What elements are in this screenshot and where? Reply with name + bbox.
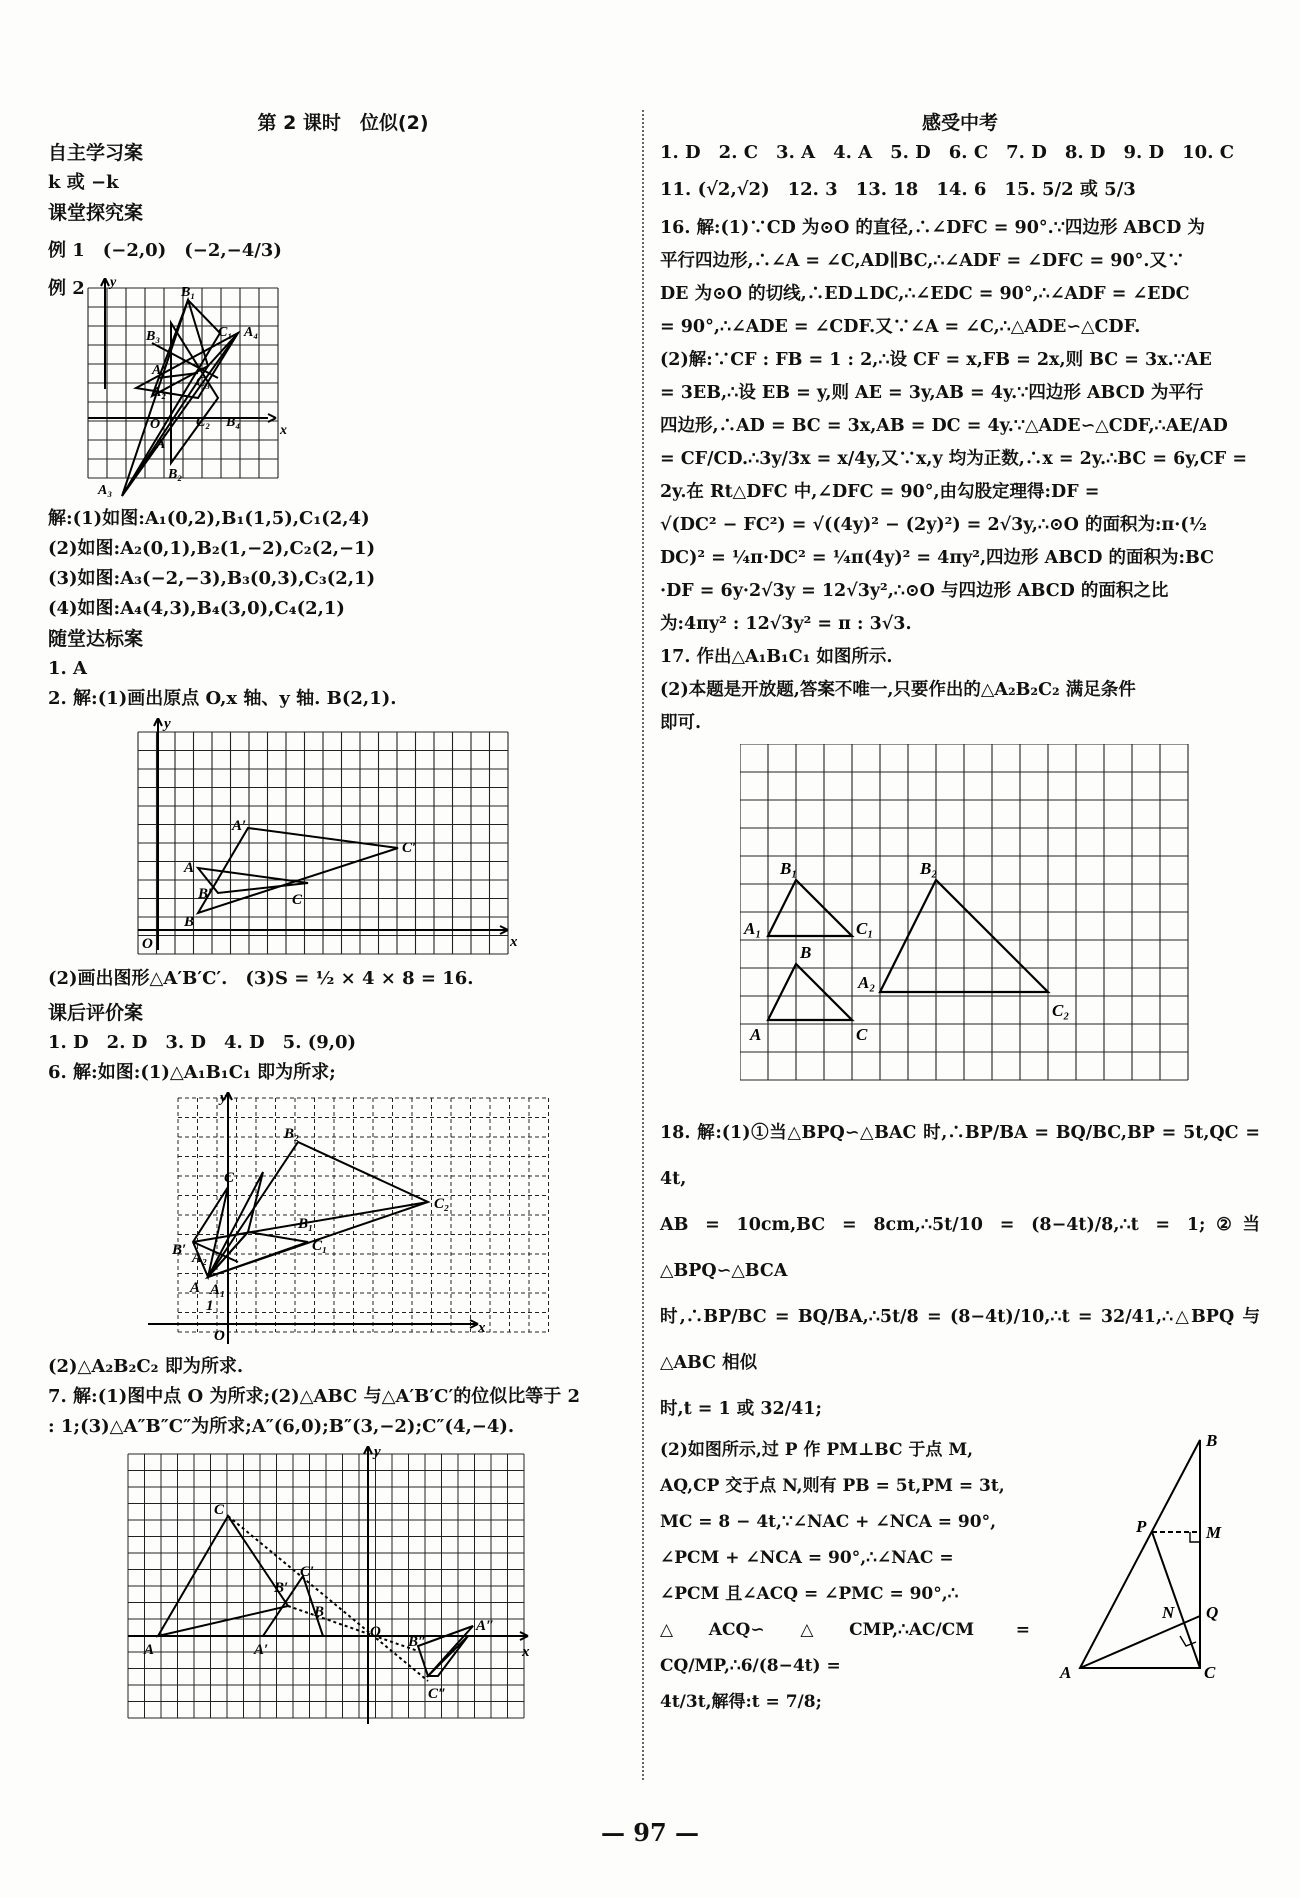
review-mc: 1. D 2. D 3. D 4. D 5. (9,0) xyxy=(48,1032,357,1053)
q18-label-b: B xyxy=(1206,1432,1218,1450)
ex2-label-a4: A₄ xyxy=(244,325,259,340)
q17-label-c2: C₂ xyxy=(1052,1001,1070,1020)
q18-label-p: P xyxy=(1136,1517,1147,1536)
ex2-label-b4: B₄ xyxy=(226,415,241,430)
q7-label-a-dprime: A″ xyxy=(476,1618,495,1634)
q18b-line: △ACQ∽△CMP,∴AC/CM = CQ/MP,∴6/(8−4t) = xyxy=(660,1620,1030,1676)
ex2-label-a: A xyxy=(156,437,166,452)
q18b-line: MC = 8 − 4t,∵∠NAC + ∠NCA = 90°, xyxy=(660,1512,996,1532)
practice-q2-end: (2)画出图形△A′B′C′. (3)S = ½ × 4 × 8 = 16. xyxy=(48,968,474,989)
q16-line: = CF/CD.∴3y/3x = x/4y,又∵x,y 均为正数,∴x = 2y.∴BC = 6y,CF = xyxy=(660,449,1247,469)
review-q6-end: (2)△A₂B₂C₂ 即为所求. xyxy=(48,1356,244,1377)
q7-label-a-prime: A′ xyxy=(254,1642,269,1658)
q18b-line: (2)如图所示,过 P 作 PM⊥BC 于点 M, xyxy=(660,1440,974,1460)
q17-solution xyxy=(660,641,1260,740)
q2-label-c-prime: C′ xyxy=(402,840,417,856)
q18-line: AB = 10cm,BC = 8cm,∴5t/10 = (8−4t)/8,∴t = 1;②当△BPQ∽△BCA xyxy=(660,1215,1260,1281)
q17-label-a1: A₁ xyxy=(744,919,762,938)
column-divider xyxy=(642,110,644,1780)
ex2-label-a1: A₁ xyxy=(152,363,167,378)
right-column xyxy=(660,108,1260,1712)
q6-label-b1: B₁ xyxy=(298,1216,314,1232)
example-2-figure xyxy=(48,278,638,500)
q2-label-o: O xyxy=(142,936,153,952)
q18-triangle-figure xyxy=(1050,1432,1250,1682)
q17-svg xyxy=(740,744,1190,1106)
q2-label-a-prime: A′ xyxy=(232,818,247,834)
practice-q2: 2. 解:(1)画出原点 O,x 轴、y 轴. B(2,1). xyxy=(48,688,397,709)
lesson-title: 第 2 课时 位似(2) xyxy=(257,112,429,134)
q6-label-a: A xyxy=(190,1280,201,1296)
q6-figure xyxy=(48,1092,638,1348)
self-study-answer: k 或 −k xyxy=(48,172,119,193)
q18-label-a: A xyxy=(1060,1663,1072,1682)
practice-q1: 1. A xyxy=(48,658,88,679)
q18b-line: ∠PCM + ∠NCA = 90°,∴∠NAC = xyxy=(660,1548,954,1568)
q6-label-b2: B₂ xyxy=(284,1126,300,1142)
q16-line: 平行四边形,∴∠A = ∠C,AD∥BC,∴∠ADF = ∠DFC = 90°.又∵ xyxy=(660,251,1185,271)
q7-label-b-prime: B′ xyxy=(274,1580,289,1596)
q17-figure xyxy=(740,744,1260,1106)
q18b-line: ∠PCM 且∠ACQ = ∠PMC = 90°,∴ xyxy=(660,1584,959,1604)
q18-line: 时,t = 1 或 32/41; xyxy=(660,1399,822,1419)
example-2-svg xyxy=(48,278,638,500)
q7-label-b: B xyxy=(314,1604,325,1620)
q18b-line: 4t/3t,解得:t = 7/8; xyxy=(660,1692,822,1712)
q18-label-c: C xyxy=(1204,1663,1216,1682)
q2-svg xyxy=(48,718,638,956)
ex2-label-b1: B₁ xyxy=(181,285,196,300)
q7-figure xyxy=(48,1446,638,1726)
q6-label-unit: 1 xyxy=(206,1298,214,1314)
q17-label-a: A xyxy=(750,1025,762,1044)
q2-label-a: A xyxy=(184,860,195,876)
ex2-label-a2: A₂ xyxy=(152,385,167,400)
q18-label-n: N xyxy=(1162,1603,1175,1622)
ex2-label-c1: C₁ xyxy=(218,325,233,340)
q16-line: (2)解:∵CF : FB = 1 : 2,∴设 CF = x,FB = 2x,则 BC = 3x.∵AE xyxy=(660,350,1212,370)
q2-label-y: y xyxy=(164,718,171,732)
q2-figure xyxy=(48,718,638,956)
review-q6: 6. 解:如图:(1)△A₁B₁C₁ 即为所求; xyxy=(48,1062,336,1083)
ex2-label-o: O xyxy=(150,417,161,432)
section-head-practice: 随堂达标案 xyxy=(48,628,144,650)
q6-label-a2: A₂ xyxy=(192,1250,208,1266)
section-head-self-study: 自主学习案 xyxy=(48,142,144,164)
q7-svg xyxy=(48,1446,638,1726)
ex2-label-c3: C₃ xyxy=(196,375,211,390)
ex2-label-x: x xyxy=(280,423,287,438)
q6-label-x: x xyxy=(478,1320,486,1336)
ex2-solution-3: (3)如图:A₃(−2,−3),B₃(0,3),C₃(2,1) xyxy=(48,568,376,589)
page-number: — 97 — xyxy=(600,1818,700,1847)
section-head-explore: 课堂探究案 xyxy=(48,202,144,224)
q7-label-c: C xyxy=(214,1502,225,1518)
q16-line: DC)² = ¼π·DC² = ¼π(4y)² = 4πy²,四边形 ABCD 的面积为:BC xyxy=(660,548,1215,568)
q18-part2-text xyxy=(660,1432,1030,1720)
q17-line: 即可. xyxy=(660,713,702,733)
q16-line: 四边形,∴AD = BC = 3x,AB = DC = 4y.∵△ADE∽△CDF,∴AE/AD xyxy=(660,416,1228,436)
q7-label-b-dprime: B″ xyxy=(408,1634,427,1650)
ex2-solution-2: (2)如图:A₂(0,1),B₂(1,−2),C₂(2,−1) xyxy=(48,538,376,559)
q6-label-c: C xyxy=(224,1170,235,1186)
q6-svg xyxy=(48,1092,638,1348)
q17-label-c: C xyxy=(856,1025,868,1044)
ex2-label-a3: A₃ xyxy=(98,483,113,498)
q16-solution xyxy=(660,212,1260,641)
q17-label-c1: C₁ xyxy=(856,919,874,938)
q18-label-m: M xyxy=(1206,1523,1222,1542)
q6-label-c1: C₁ xyxy=(312,1238,328,1254)
q16-line: 2y.在 Rt△DFC 中,∠DFC = 90°,由勾股定理得:DF = xyxy=(660,482,1100,502)
q18-part2 xyxy=(660,1432,1260,1712)
ex2-label-c2: C₂ xyxy=(196,415,211,430)
ex2-label-y: y xyxy=(110,278,117,290)
ex2-label-b2: B₂ xyxy=(168,467,183,482)
exam-section-title: 感受中考 xyxy=(921,112,998,134)
review-q7-line1: 7. 解:(1)图中点 O 为所求;(2)△ABC 与△A′B′C′的位似比等于 2 xyxy=(48,1386,581,1407)
left-column: 第 2 课时 位似(2) 自主学习案 k 或 −k 课堂探究案 例 1 (−2,0) (−2,−4/3) 例 2 y x O B₁ C₁ B₃ A₄ A₁ A₂ C₃ B₄ C₂ A B₂ A₃ 解:(1)如图:A₁(0,2),B₁(1,5),C₁(2,4) (2)如图:A₂(0,1),B₂(1,−2),C₂(2,−1) (3)如图:A₃(−2,−3),B₃(0,3),C₃(2,1) (4)如图:A₄(4,3),B₄(3,0),C₄(2,1) 随堂达标案 1. A 2. 解:(1)画出原点 O,x 轴、y 轴. B(2,1). y x O A′ C′ A B′ C B (2)画出图形△A′B′C′. (3)S = ½ × 4 × 8 = 16. 课后评价案 1. D 2. D 3. D 4. D 5. (9,0) 6. 解:如图:(1)△A₁B₁C₁ 即为所求; y x O B₂ C C₂ B₁ B′ A₂ C₁ A A₁ 1 (2)△A₂B₂C₂ 即为所求. 7. 解:(1)图中点 O 为所求;(2)△ABC 与△A′B′C′的位似比等于 2 : 1;(3)△A″B″C″为所求;A″(6,0);B″(3,−2);C″(4,−4). y x O C C′ B′ A A′ B A″ B″ C″ xyxy=(48,108,638,1730)
q6-label-b-prime: B′ xyxy=(172,1242,187,1258)
triangle-abc xyxy=(1080,1440,1200,1668)
q17-label-b1: B₁ xyxy=(780,859,798,878)
ex2-solution-4: (4)如图:A₄(4,3),B₄(3,0),C₄(2,1) xyxy=(48,598,345,619)
q2-label-b: B xyxy=(184,914,195,930)
q2-label-b-prime: B′ xyxy=(198,886,213,902)
exam-mc-1: 1. D 2. C 3. A 4. A 5. D 6. C 7. D 8. D 9. D 10. C xyxy=(660,142,1235,163)
q18b-line: AQ,CP 交于点 N,则有 PB = 5t,PM = 3t, xyxy=(660,1476,1005,1496)
q6-label-y: y xyxy=(220,1092,227,1106)
section-head-review: 课后评价案 xyxy=(48,1002,144,1024)
q7-label-a: A xyxy=(144,1642,155,1658)
ex2-solution-1: 解:(1)如图:A₁(0,2),B₁(1,5),C₁(2,4) xyxy=(48,508,370,529)
q7-label-c-prime: C′ xyxy=(300,1564,315,1580)
q7-label-y: y xyxy=(374,1446,381,1460)
q17-label-b: B xyxy=(800,943,812,962)
q17-label-b2: B₂ xyxy=(920,859,938,878)
q17-line: (2)本题是开放题,答案不唯一,只要作出的△A₂B₂C₂ 满足条件 xyxy=(660,680,1136,700)
q16-line: DE 为⊙O 的切线,∴ED⊥DC,∴∠EDC = 90°,∴∠ADF = ∠EDC xyxy=(660,284,1190,304)
exam-mc-2: 11. (√2,√2) 12. 3 13. 18 14. 6 15. 5/2 或 5/3 xyxy=(660,179,1136,200)
q18-label-q: Q xyxy=(1206,1603,1219,1622)
q6-label-a1: A₁ xyxy=(210,1282,226,1298)
q18-solution xyxy=(660,1110,1260,1432)
q2-label-x: x xyxy=(510,934,518,950)
q6-label-c2: C₂ xyxy=(434,1196,450,1212)
q17-label-a2: A₂ xyxy=(858,973,876,992)
q7-label-x: x xyxy=(522,1644,530,1660)
q18-line: 18. 解:(1)①当△BPQ∽△BAC 时,∴BP/BA = BQ/BC,BP = 5t,QC = 4t, xyxy=(660,1123,1260,1189)
review-q7-line2: : 1;(3)△A″B″C″为所求;A″(6,0);B″(3,−2);C″(4,−4). xyxy=(48,1416,515,1437)
example-1: 例 1 (−2,0) (−2,−4/3) xyxy=(48,240,282,261)
q2-label-c: C xyxy=(292,892,303,908)
q18-line: 时,∴BP/BC = BQ/BA,∴5t/8 = (8−4t)/10,∴t = 32/41,∴△BPQ 与△ABC 相似 xyxy=(660,1307,1260,1373)
q16-line: √(DC² − FC²) = √((4y)² − (2y)²) = 2√3y,∴⊙O 的面积为:π·(½ xyxy=(660,515,1207,535)
q7-label-o: O xyxy=(370,1624,381,1640)
q16-line: = 3EB,∴设 EB = y,则 AE = 3y,AB = 4y.∵四边形 ABCD 为平行 xyxy=(660,383,1204,403)
q6-label-o: O xyxy=(214,1328,225,1344)
q16-line: = 90°,∴∠ADE = ∠CDF.又∵∠A = ∠C,∴△ADE∽△CDF. xyxy=(660,317,1141,337)
q7-label-c-dprime: C″ xyxy=(428,1686,447,1702)
q16-line: 为:4πy² : 12√3y² = π : 3√3. xyxy=(660,614,912,634)
q16-line: ·DF = 6y·2√3y = 12√3y²,∴⊙O 与四边形 ABCD 的面积之比 xyxy=(660,581,1169,601)
q17-line: 17. 作出△A₁B₁C₁ 如图所示. xyxy=(660,647,893,667)
ex2-label-b3: B₃ xyxy=(146,329,161,344)
q16-line: 16. 解:(1)∵CD 为⊙O 的直径,∴∠DFC = 90°.∵四边形 ABCD 为 xyxy=(660,218,1205,238)
